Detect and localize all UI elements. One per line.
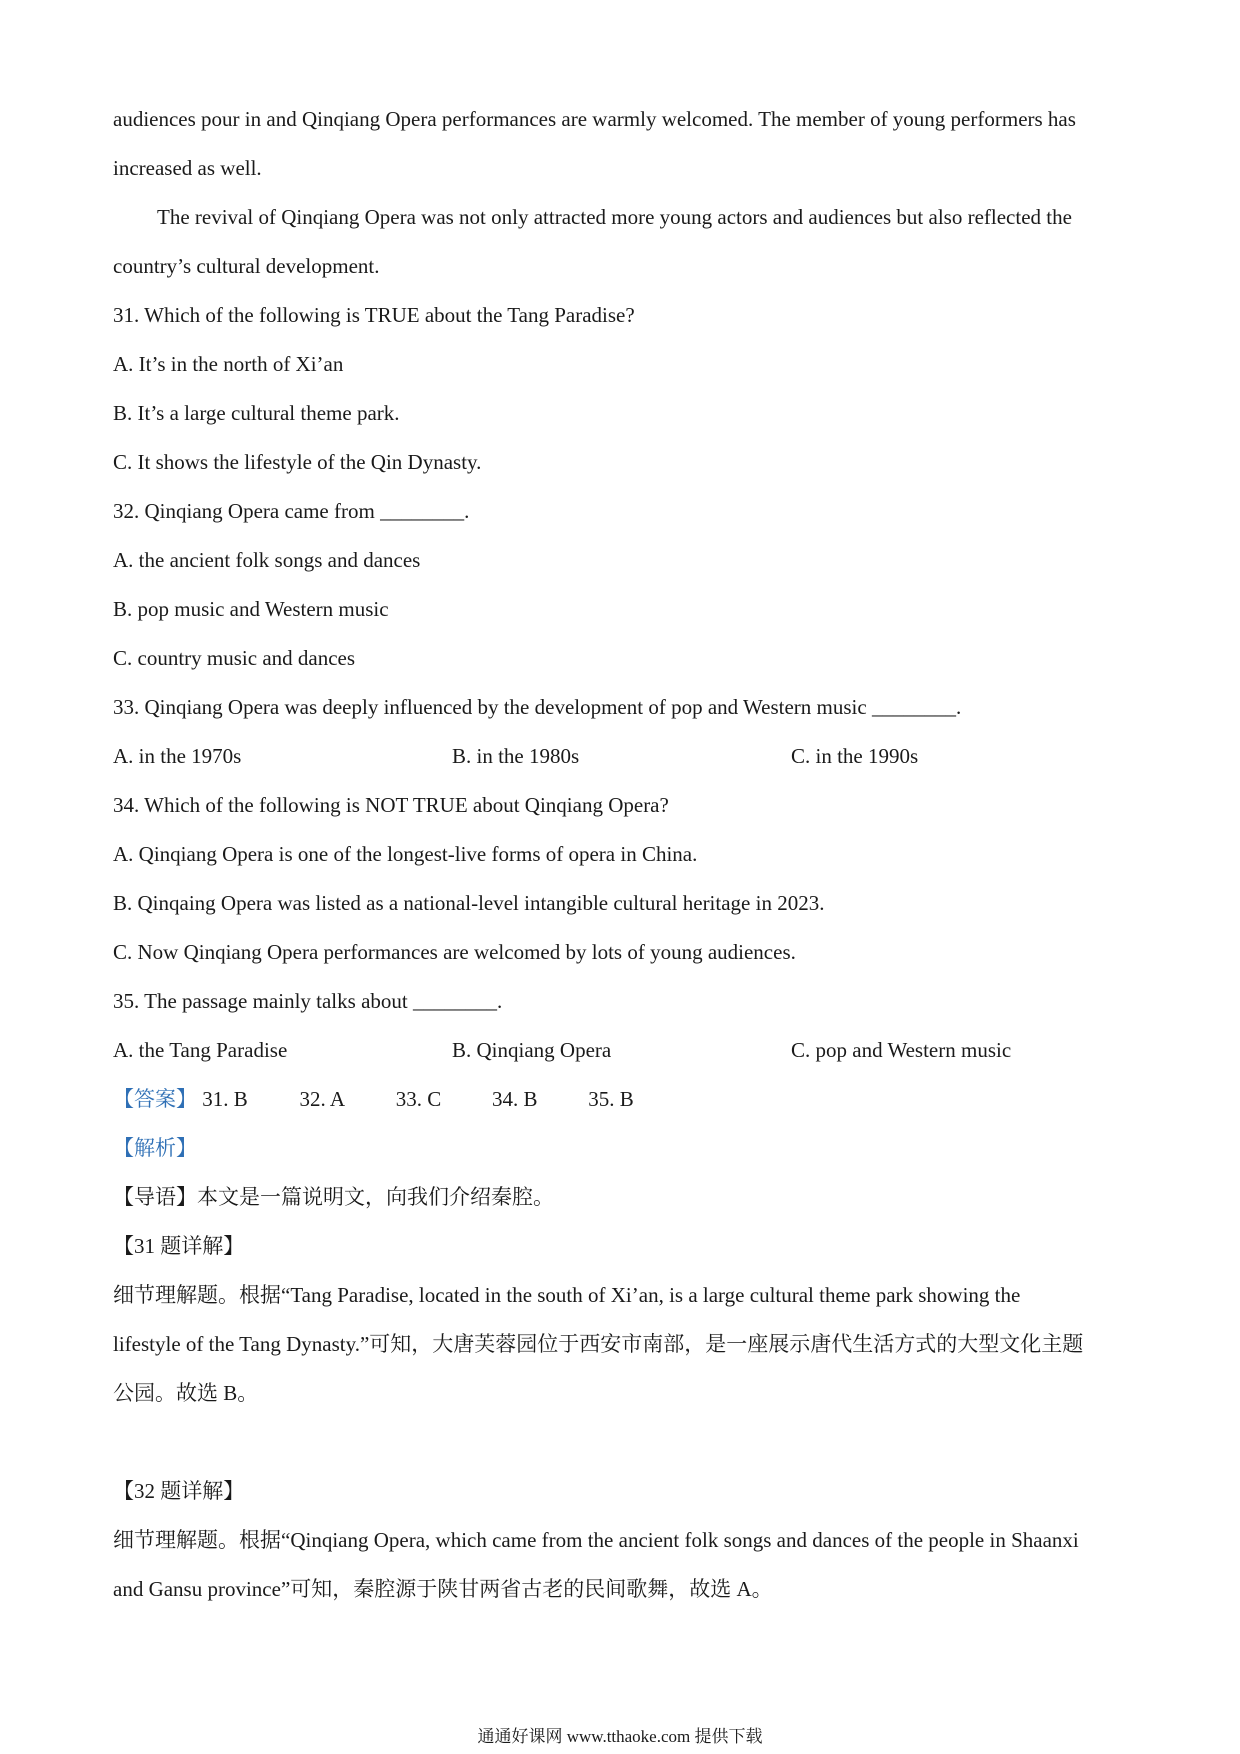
question-option: B. Qinqiang Opera xyxy=(452,1038,612,1062)
page-footer: 通通好课网 www.tthaoke.com 提供下载 xyxy=(477,1727,763,1746)
analysis-line: 细节理解题。根据“Qinqiang Opera, which came from the ancient folk songs and dances of the people in Shaanxi xyxy=(113,1528,1079,1552)
passage-line: increased as well. xyxy=(113,156,262,180)
question-option: A. in the 1970s xyxy=(113,744,242,768)
question-option: B. in the 1980s xyxy=(452,744,580,768)
passage-line: The revival of Qinqiang Opera was not only attracted more young actors and audiences but also reflected the xyxy=(157,205,1072,229)
question-option: C. country music and dances xyxy=(113,646,356,670)
question-stem: 35. The passage mainly talks about ________. xyxy=(113,989,503,1013)
answer-item: 33. C xyxy=(395,1087,442,1111)
question-option: B. It’s a large cultural theme park. xyxy=(113,401,400,425)
question-option: B. Qinqaing Opera was listed as a national-level intangible cultural heritage in 2023. xyxy=(113,891,825,915)
question-stem: 31. Which of the following is TRUE about the Tang Paradise? xyxy=(113,303,635,327)
question-option: A. It’s in the north of Xi’an xyxy=(113,352,344,376)
question-stem: 32. Qinqiang Opera came from ________. xyxy=(113,499,470,523)
question-option: A. the ancient folk songs and dances xyxy=(113,548,421,572)
answer-item: 31. B xyxy=(202,1087,248,1111)
question-option: B. pop music and Western music xyxy=(113,597,389,621)
answer-item: 34. B xyxy=(492,1087,538,1111)
analysis-line: lifestyle of the Tang Dynasty.”可知，大唐芙蓉园位于西安市南部，是一座展示唐代生活方式的大型文化主题 xyxy=(113,1332,1084,1356)
question-stem: 34. Which of the following is NOT TRUE about Qinqiang Opera? xyxy=(113,793,669,817)
question-option: A. Qinqiang Opera is one of the longest-live forms of opera in China. xyxy=(113,842,698,866)
question-option: A. the Tang Paradise xyxy=(113,1038,288,1062)
answer-item: 32. A xyxy=(299,1087,346,1111)
question-option: C. It shows the lifestyle of the Qin Dynasty. xyxy=(113,450,482,474)
analysis-line: 公园。故选 B。 xyxy=(113,1381,259,1405)
question-option: C. Now Qinqiang Opera performances are welcomed by lots of young audiences. xyxy=(113,940,796,964)
passage-line: country’s cultural development. xyxy=(113,254,380,278)
question-option: C. in the 1990s xyxy=(791,744,919,768)
analysis-heading: 【31 题详解】 xyxy=(113,1234,245,1258)
analysis-intro: 【导语】本文是一篇说明文，向我们介绍秦腔。 xyxy=(113,1185,554,1209)
analysis-line: and Gansu province”可知，秦腔源于陕甘两省古老的民间歌舞，故选 A。 xyxy=(113,1577,773,1601)
answer-key xyxy=(113,1085,634,1113)
question-option: C. pop and Western music xyxy=(791,1038,1012,1062)
passage-line: audiences pour in and Qinqiang Opera performances are warmly welcomed. The member of young performers has xyxy=(113,107,1076,131)
analysis-heading: 【32 题详解】 xyxy=(113,1479,245,1503)
question-stem: 33. Qinqiang Opera was deeply influenced by the development of pop and Western music ________. xyxy=(113,695,962,719)
answer-label: 【答案】 xyxy=(113,1087,197,1111)
answer-item: 35. B xyxy=(588,1087,634,1111)
analysis-line: 细节理解题。根据“Tang Paradise, located in the south of Xi’an, is a large cultural theme park showing the xyxy=(113,1283,1021,1307)
analysis-label: 【解析】 xyxy=(113,1136,197,1160)
